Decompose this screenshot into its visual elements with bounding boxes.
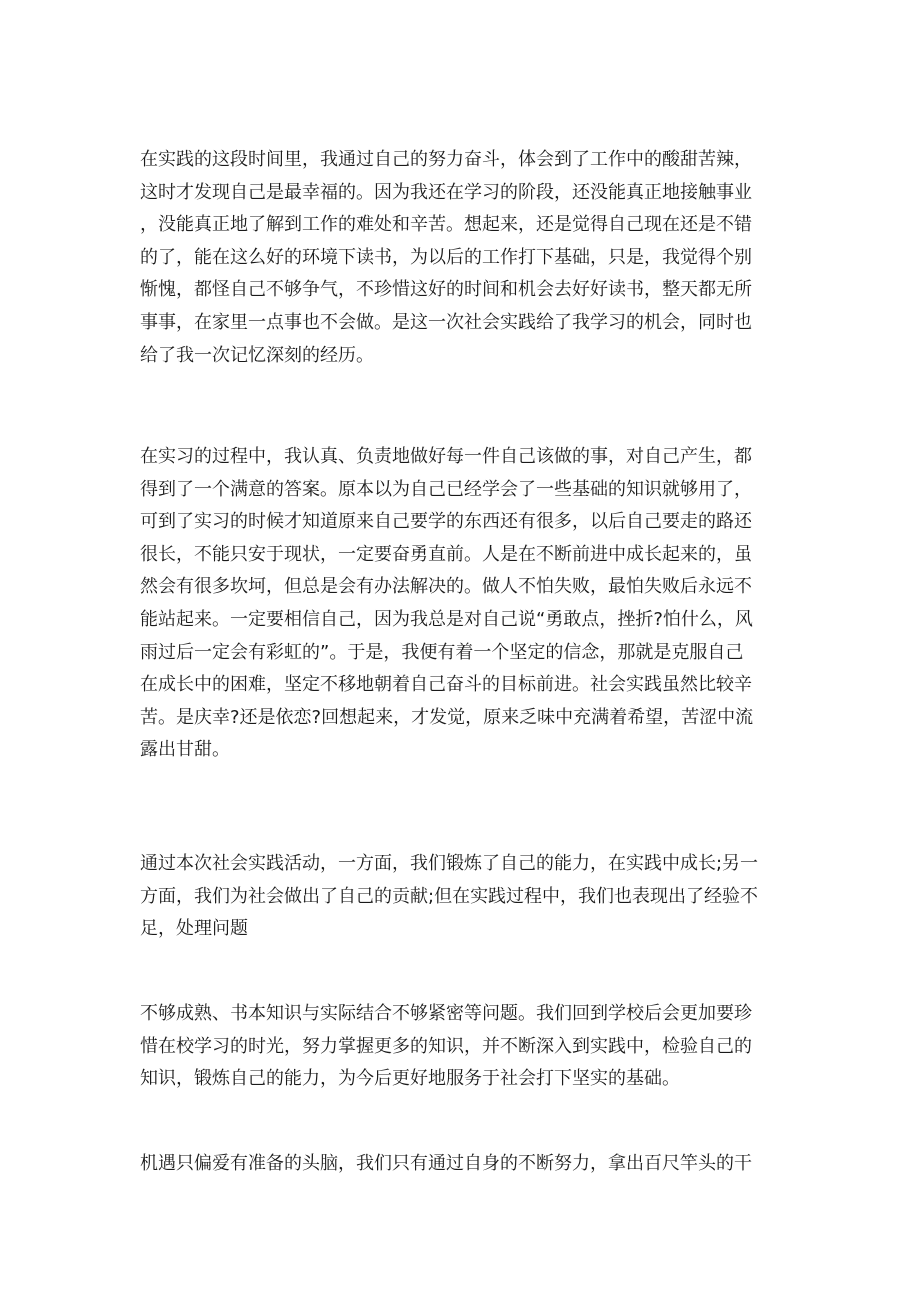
text-line: 这时才发现自己是最幸福的。因为我还在学习的阶段，还没能真正地接触事业 <box>140 181 752 203</box>
paragraph-internship-process <box>140 441 780 767</box>
paragraph-shortcomings <box>140 998 780 1096</box>
text-line: 惭愧，都怪自己不够争气，不珍惜这好的时间和机会去好好读书，整天都无所 <box>140 279 752 301</box>
text-line: 机遇只偏爱有准备的头脑，我们只有通过自身的不断努力，拿出百尺竿头的干 <box>140 1153 752 1174</box>
text-line: 事事，在家里一点事也不会做。是这一次社会实践给了我学习的机会，同时也 <box>140 311 752 333</box>
text-line: 在实习的过程中，我认真、负责地做好每一件自己该做的事，对自己产生，都 <box>140 446 752 467</box>
paragraph-activity-summary <box>140 848 780 946</box>
text-line: 方面，我们为社会做出了自己的贡献;但在实践过程中，我们也表现出了经验不 <box>140 885 759 907</box>
text-line: 雨过后一定会有彩虹的”。于是，我便有着一个坚定的信念，那就是克服自己 <box>140 641 744 663</box>
text-line: 很长，不能只安于现状，一定要奋勇直前。人是在不断前进中成长起来的，虽 <box>140 543 752 565</box>
text-line: 的了，能在这么好的环境下读书，为以后的工作打下基础，只是，我觉得个别 <box>140 246 752 268</box>
text-line: 在实践的这段时间里，我通过自己的努力奋斗，体会到了工作中的酸甜苦辣， <box>140 149 752 170</box>
text-line: 苦。是庆幸?还是依恋?回想起来，才发觉，原来乏味中充满着希望，苦涩中流 <box>140 706 754 728</box>
paragraph-opportunity <box>140 1148 780 1181</box>
paragraph-practice-reflection <box>140 144 780 372</box>
text-line: ，没能真正地了解到工作的难处和辛苦。想起来，还是觉得自己现在还是不错 <box>140 214 752 236</box>
text-line: 通过本次社会实践活动，一方面，我们锻炼了自己的能力，在实践中成长;另一 <box>140 853 759 874</box>
text-line: 得到了一个满意的答案。原本以为自己已经学会了一些基础的知识就够用了， <box>140 478 752 500</box>
text-line: 然会有很多坎坷，但总是会有办法解决的。做人不怕失败，最怕失败后永远不 <box>140 576 752 598</box>
text-line: 能站起来。一定要相信自己，因为我总是对自己说“勇敢点，挫折?怕什么，风 <box>140 608 753 630</box>
text-line: 露出甘甜。 <box>140 739 230 761</box>
text-line: 惜在校学习的时光，努力掌握更多的知识，并不断深入到实践中，检验自己的 <box>140 1035 752 1057</box>
text-line: 足，处理问题 <box>140 918 248 940</box>
text-line: 给了我一次记忆深刻的经历。 <box>140 344 374 366</box>
text-line: 知识，锻炼自己的能力，为今后更好地服务于社会打下坚实的基础。 <box>140 1068 680 1090</box>
text-line: 不够成熟、书本知识与实际结合不够紧密等问题。我们回到学校后会更加要珍 <box>140 1003 752 1024</box>
text-line: 可到了实习的时候才知道原来自己要学的东西还有很多，以后自己要走的路还 <box>140 511 752 533</box>
text-line: 在成长中的困难，坚定不移地朝着自己奋斗的目标前进。社会实践虽然比较辛 <box>140 674 752 696</box>
